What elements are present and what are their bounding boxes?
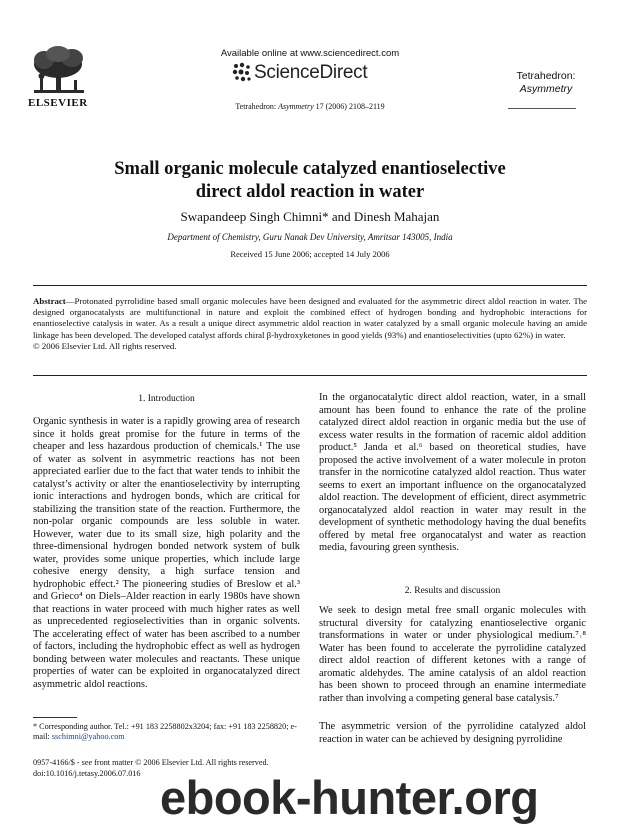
- elsevier-tree-logo: [28, 44, 90, 96]
- journal-ref-prefix: Tetrahedron:: [235, 102, 279, 111]
- received-dates: Received 15 June 2006; accepted 14 July 2006: [230, 249, 390, 259]
- abstract-copyright: © 2006 Elsevier Ltd. All rights reserved.: [33, 340, 177, 351]
- section-1-title: 1. Introduction: [138, 394, 195, 404]
- journal-name-line1: Tetrahedron:: [516, 70, 576, 82]
- author-email-link[interactable]: sschimni@yahoo.com: [51, 732, 125, 742]
- affiliation: Department of Chemistry, Guru Nanak Dev University, Amritsar 143005, India: [167, 232, 453, 242]
- abstract: [33, 296, 587, 352]
- sciencedirect-brand[interactable]: ScienceDirect: [254, 62, 368, 83]
- results-paragraph-2: The asymmetric version of the pyrrolidine catalyzed aldol reaction in water can be achieved by designing pyrrolidine: [319, 721, 586, 745]
- right-column-paragraph-1: In the organocatalytic direct aldol reaction, water, in a small amount has been found to enhance the rate of the proline catalyzed direct aldol reaction in organic media but the use of excess water results in the formation of racemic aldol addition product.⁵ Janda et al.⁶ based on theoretical studies, have proposed the active involvement of a water molecule in proton transfer in the nornicotine catalyzed aldol reaction. Thus water seems to exert an important influence on the organocatalyzed aldol reaction. The development of efficient, direct asymmetric organocatalyzed aldol reaction in water may result in the development of synthetic methodology having the dual benefits offered by metal free organocatalyst and water as reaction media, favouring green synthesis.: [319, 392, 586, 553]
- sciencedirect-dots-icon: [232, 62, 252, 84]
- abstract-label: Abstract: [33, 296, 66, 306]
- corresponding-text: * Corresponding author. Tel.: +91 183 2258802x3204; fax: +91 183 2258820; e-mail:: [33, 722, 297, 742]
- footnote-rule: [33, 717, 77, 718]
- results-paragraph: We seek to design metal free small organic molecules with structural diversity for catalyzing enantioselective organic transformations in water or under physiological medium.⁷˒⁸ Water has been found to accelerate the pyrrolidine catalyzed direct aldol reaction of different ketones with a range of aromatic aldehydes. The amine catalysis of an aldol reaction has been shown to proceed through an enamine intermediate rather than involving a competing general base catalysis.⁷: [319, 605, 586, 704]
- introduction-paragraph: Organic synthesis in water is a rapidly growing area of research since it holds great promise for the future in terms of the cheaper and less hazardous production of chemicals.¹ The use of water as solvent in asymmetric reactions has not been appreciated earlier due to the fact that water tends to inhibit the catalyst’s activity or alter the enantioselectivity by interrupting ionic interactions and hydrogen bonds, which are critical for stabilizing the transition state of the reaction. Furthermore, the non-polar organic compounds are less soluble in water. However, water due to its small size, high polarity and the three-dimensional hydrogen bonded network system of bulk water, provides some unique properties, which include large cohesive energy density, a high surface tension and hydrophobic effect.² The pioneering studies of Breslow et al.³ and Grieco⁴ on Diels–Alder reaction in early 1980s have shown that reactions in water proceed with much higher rates as well as unprecedented regioselectivities than in organic solvents. The accelerating effect of water has been ascribed to a number of factors, including the hydrophobic effect as well as hydrogen bonding between water molecules and reactants. These unique properties of water can be exploited in organocatalyzed direct asymmetric aldol reactions.: [33, 416, 300, 690]
- article-title: [60, 158, 560, 204]
- section-2-title: 2. Results and discussion: [404, 586, 501, 596]
- abstract-top-rule: [33, 285, 587, 286]
- issn-line: 0957-4166/$ - see front matter © 2006 Elsevier Ltd. All rights reserved.: [33, 758, 269, 767]
- journal-name-rule: [508, 108, 576, 109]
- title-line-1: Small organic molecule catalyzed enantioselective: [114, 159, 506, 179]
- journal-name: [506, 70, 586, 96]
- title-line-2: direct aldol reaction in water: [195, 182, 425, 202]
- abstract-bottom-rule: [33, 375, 587, 376]
- authors: Swapandeep Singh Chimni* and Dinesh Mahajan: [180, 209, 440, 224]
- journal-ref-suffix: 17 (2006) 2108–2119: [313, 102, 385, 111]
- watermark-text: ebook-hunter.org: [160, 771, 539, 824]
- publisher-name: ELSEVIER: [28, 97, 88, 109]
- abstract-text: —Protonated pyrrolidine based small organic molecules have been designed and evaluated for the asymmetric direct aldol reaction in water. The designed organocatalysts are multifunctional in nature and exploit the combined effect of hydrogen bonding and hydrophobic interactions for enantioselective catalysis in water. As a result a unique direct asymmetric aldol reaction in water catalyzed by a small organic molecule having an amide linkage has been developed. The developed catalyst affords chiral β-hydroxyketones in good yields (93%) and enantioselectivities (upto 62%) in water.: [33, 296, 587, 340]
- journal-name-line2: Asymmetry: [519, 83, 573, 95]
- available-online-text[interactable]: Available online at www.sciencedirect.com: [220, 48, 400, 59]
- journal-reference: [188, 102, 432, 111]
- doi-line: doi:10.1016/j.tetasy.2006.07.016: [33, 769, 141, 778]
- corresponding-author-footnote: [33, 722, 300, 742]
- journal-ref-italic: Asymmetry: [278, 102, 314, 111]
